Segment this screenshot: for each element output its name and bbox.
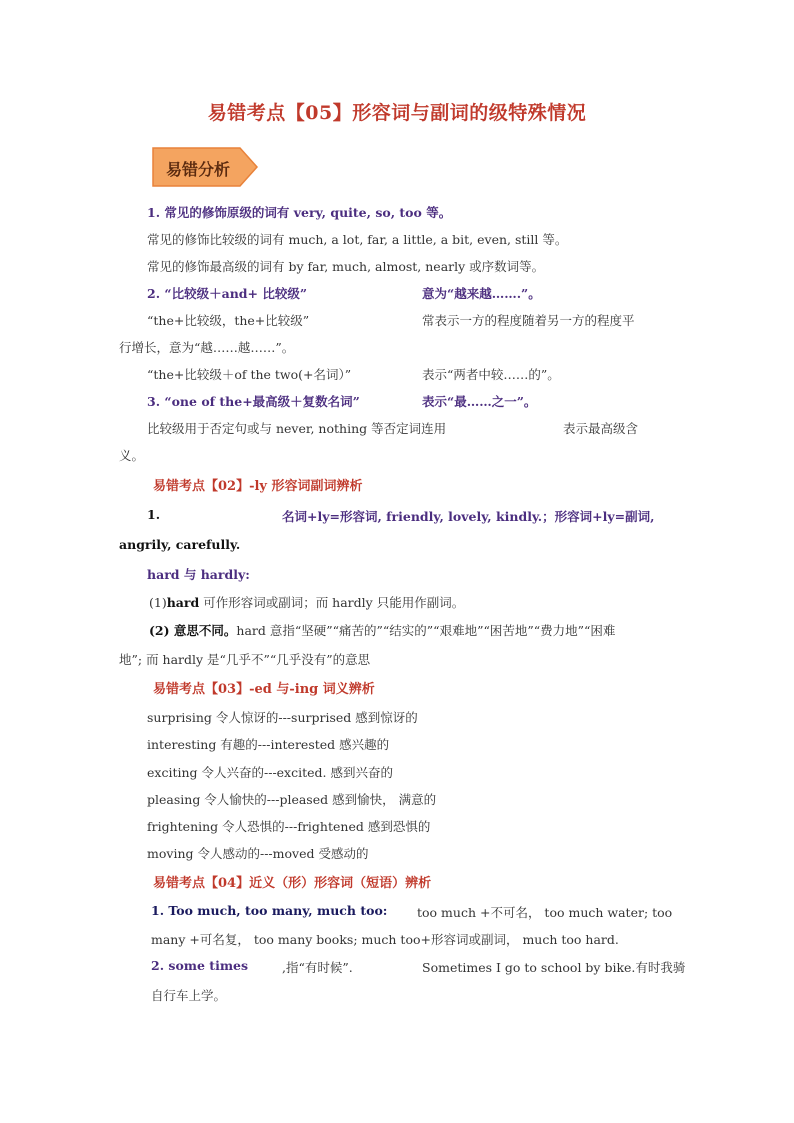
sec04-line-3a: 2. some times [151, 958, 249, 973]
sec02-line-4 [149, 593, 464, 611]
analysis-line-7a: “the+比较级＋of the two(+名词）” [147, 367, 352, 382]
analysis-line-5b: 常表示一方的程度随着另一方的程度平 [422, 313, 635, 328]
section-02-heading: 易错考点【02】-ly 形容词副词辨析 [153, 479, 363, 494]
analysis-line-5a: “the+比较级，the+比较级” [147, 313, 310, 328]
sec04-line-2: many +可名复， too many books; much too+形容词或副词， much too hard. [151, 932, 619, 947]
sec02-line-2: angrily, carefully. [119, 537, 241, 552]
badge-label: 易错分析 [166, 160, 231, 179]
sec02-line-1b: 名词+ly=形容词, friendly, lovely, kindly.；形容词+ly=副词, [282, 509, 655, 524]
sec04-line-1b: too much +不可名， too much water; too [417, 905, 673, 920]
list-item: moving 令人感动的---moved 受感动的 [147, 846, 369, 861]
sec02-line-3: hard 与 hardly: [147, 567, 250, 582]
analysis-line-4b: 意为“越来越…….”。 [422, 286, 541, 301]
sec02-line-4-num: (1) [149, 595, 167, 610]
sec02-line-6: 地”; 而 hardly 是“几乎不”“几乎没有”的意思 [119, 652, 371, 667]
analysis-line-4a: 2. “比较级＋and+ 比较级” [147, 286, 308, 301]
analysis-line-3: 常见的修饰最高级的词有 by far, much, almost, nearly 或序数词等。 [147, 259, 545, 274]
sec02-line-4-rest: 可作形容词或副词；而 hardly 只能用作副词。 [199, 595, 465, 610]
list-item: surprising 令人惊讶的---surprised 感到惊讶的 [147, 710, 418, 725]
sec04-line-1a: 1. Too much, too many, much too: [151, 903, 388, 918]
sec02-line-5-lead: (2) 意思不同。 [149, 623, 237, 638]
analysis-line-6: 行增长，意为“越……越……”。 [119, 340, 295, 355]
page-title: 易错考点【05】形容词与副词的级特殊情况 [207, 102, 587, 124]
list-item: exciting 令人兴奋的---excited. 感到兴奋的 [147, 765, 393, 780]
sec04-line-3b: ,指“有时候”. [282, 960, 353, 975]
sec04-line-4: 自行车上学。 [151, 988, 227, 1003]
section-04-heading: 易错考点【04】近义（形）形容词（短语）辨析 [153, 876, 432, 891]
sec02-line-1a: 1. [147, 507, 161, 522]
analysis-line-9b: 表示最高级含 [563, 421, 639, 436]
analysis-line-10: 义。 [119, 448, 145, 463]
list-item: interesting 有趣的---interested 感兴趣的 [147, 737, 390, 752]
section-03-heading: 易错考点【03】-ed 与-ing 词义辨析 [153, 682, 375, 697]
analysis-line-7b: 表示“两者中较……的”。 [422, 367, 560, 382]
list-item: pleasing 令人愉快的---pleased 感到愉快， 满意的 [147, 792, 437, 807]
sec02-line-4-word: hard [166, 595, 200, 610]
analysis-line-2: 常见的修饰比较级的词有 much, a lot, far, a little, a bit, even, still 等。 [147, 232, 568, 247]
list-item: frightening 令人恐惧的---frightened 感到恐惧的 [147, 819, 431, 834]
analysis-line-8a: 3. “one of the+最高级＋复数名词” [147, 394, 360, 409]
sec02-line-5-rest: hard 意指“坚硬”“痛苦的”“结实的”“艰难地”“困苦地”“费力地”“困难 [236, 623, 616, 638]
analysis-line-8b: 表示“最……之一”。 [422, 394, 537, 409]
sec04-line-3c: Sometimes I go to school by bike.有时我骑 [422, 960, 686, 975]
sec02-line-5 [149, 621, 615, 639]
analysis-line-1: 1. 常见的修饰原级的词有 very, quite, so, too 等。 [147, 205, 452, 220]
section-badge [152, 147, 258, 187]
analysis-line-9a: 比较级用于否定句或与 never, nothing 等否定词连用 [147, 421, 447, 436]
